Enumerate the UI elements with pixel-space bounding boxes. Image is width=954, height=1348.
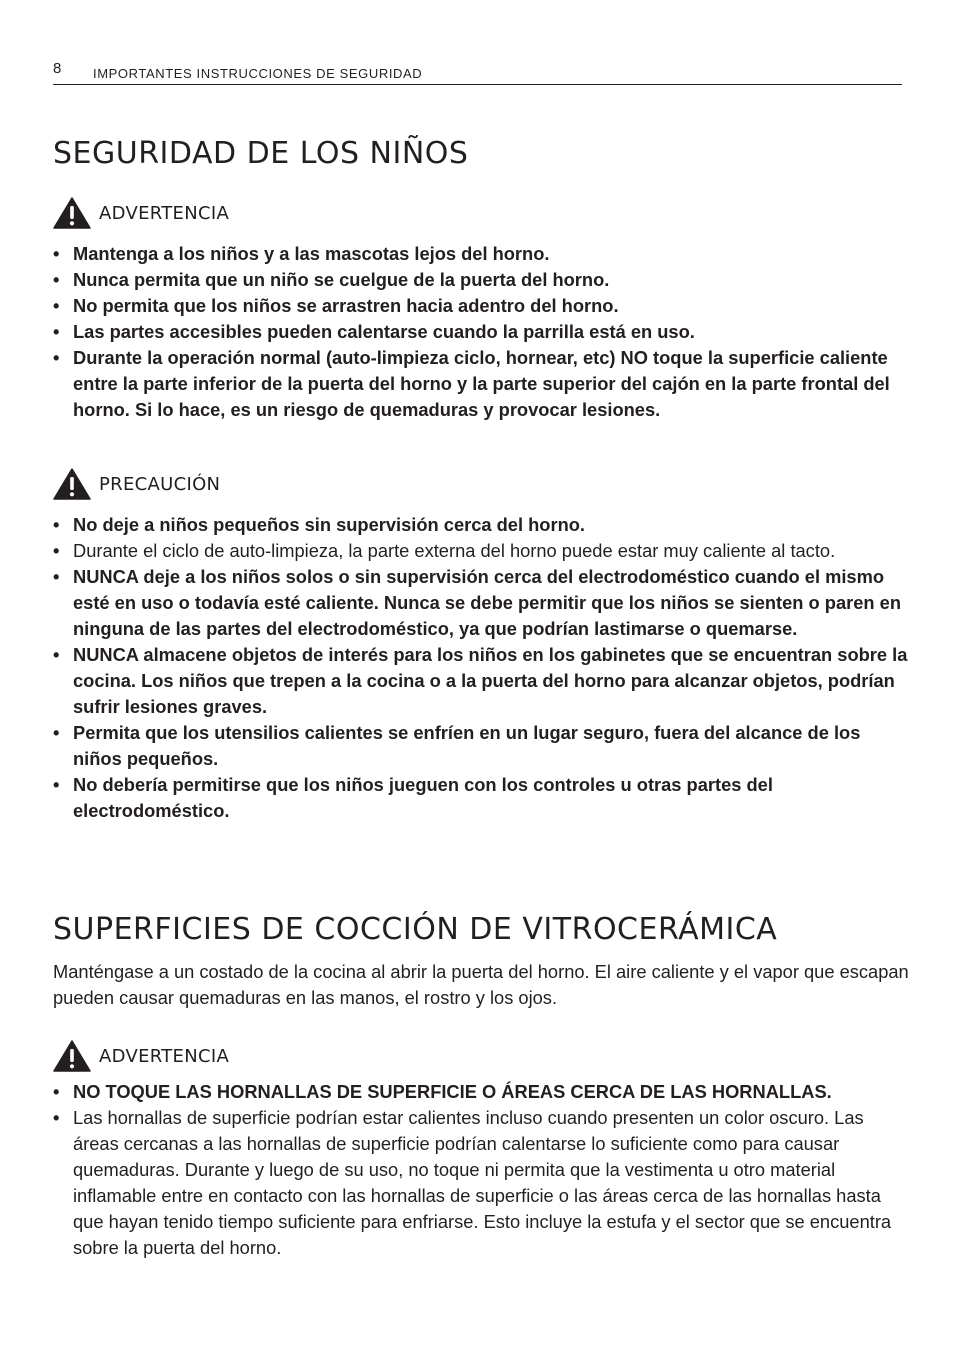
list-item: • Permita que los utensilios calientes se enfríen en un lugar seguro, fuera del alcance de los niños pequeños. xyxy=(53,720,913,772)
warning-heading xyxy=(53,197,453,231)
section-intro: Manténgase a un costado de la cocina al abrir la puerta del horno. El aire caliente y el vapor que escapan pueden causar quemaduras en las manos, el rostro y los ojos. xyxy=(53,961,909,1008)
list-item: • Durante el ciclo de auto-limpieza, la parte externa del horno puede estar muy caliente al tacto. xyxy=(53,538,913,564)
warning-triangle-icon xyxy=(53,468,91,500)
caution-heading xyxy=(53,468,453,502)
list-item: • No permita que los niños se arrastren hacia adentro del horno. xyxy=(53,293,913,319)
list-item: • No deje a niños pequeños sin supervisión cerca del horno. xyxy=(53,512,913,538)
list-item: • Las partes accesibles pueden calentarse cuando la parrilla está en uso. xyxy=(53,319,913,345)
list-item: • NUNCA deje a los niños solos o sin supervisión cerca del electrodoméstico cuando el mismo esté en uso o todavía esté caliente. Nunca se debe permitir que los niños se sienten o paren en ninguna de las partes del electrodoméstico, ya que podrían lastimarse o quemarse. xyxy=(53,564,913,642)
list-item: • Nunca permita que un niño se cuelgue de la puerta del horno. xyxy=(53,267,913,293)
warning-label: ADVERTENCIA xyxy=(99,203,230,224)
list-item: • NUNCA almacene objetos de interés para los niños en los gabinetes que se encuentran sobre la cocina. Los niños que trepen a la cocina o a la puerta del horno para alcanzar objetos, podrían sufrir lesiones graves. xyxy=(53,642,913,720)
caution-label: PRECAUCIÓN xyxy=(99,474,221,495)
warning-triangle-icon xyxy=(53,197,91,229)
section-title-child-safety: SEGURIDAD DE LOS NIÑOS xyxy=(53,136,469,171)
child-safety-warning-list xyxy=(53,241,913,423)
list-item: • Mantenga a los niños y a las mascotas lejos del horno. xyxy=(53,241,913,267)
cooktop-warning-list xyxy=(53,1079,913,1261)
section-title-ceramic-cooktop: SUPERFICIES DE COCCIÓN DE VITROCERÁMICA xyxy=(53,912,778,947)
warning-triangle-icon xyxy=(53,1040,91,1072)
page-header xyxy=(53,58,902,85)
list-item: • No debería permitirse que los niños jueguen con los controles u otras partes del electrodoméstico. xyxy=(53,772,913,824)
child-safety-caution-list xyxy=(53,512,913,824)
list-item: • Durante la operación normal (auto-limpieza ciclo, hornear, etc) NO toque la superficie caliente entre la parte inferior de la puerta del horno y la parte superior del cajón en la parte frontal del horno. Si lo hace, es un riesgo de quemaduras y provocar lesiones. xyxy=(53,345,913,423)
running-title: IMPORTANTES INSTRUCCIONES DE SEGURIDAD xyxy=(93,66,423,81)
warning-label: ADVERTENCIA xyxy=(99,1046,230,1067)
warning-heading xyxy=(53,1040,453,1074)
page-number: 8 xyxy=(53,60,62,77)
list-item: • NO TOQUE LAS HORNALLAS DE SUPERFICIE O ÁREAS CERCA DE LAS HORNALLAS. xyxy=(53,1079,913,1105)
list-item: • Las hornallas de superficie podrían estar calientes incluso cuando presenten un color oscuro. Las áreas cercanas a las hornallas de superficie podrían calentarse lo suficiente como para causar quemaduras. Durante y luego de su uso, no toque ni permita que la vestimenta u otro material inflamable entre en contacto con las hornallas de superficie o las áreas cerca de las hornallas hasta que hayan tenido tiempo suficiente para enfriarse. Esto incluye la estufa y el sector que se encuentra sobre la puerta del horno. xyxy=(53,1105,913,1261)
